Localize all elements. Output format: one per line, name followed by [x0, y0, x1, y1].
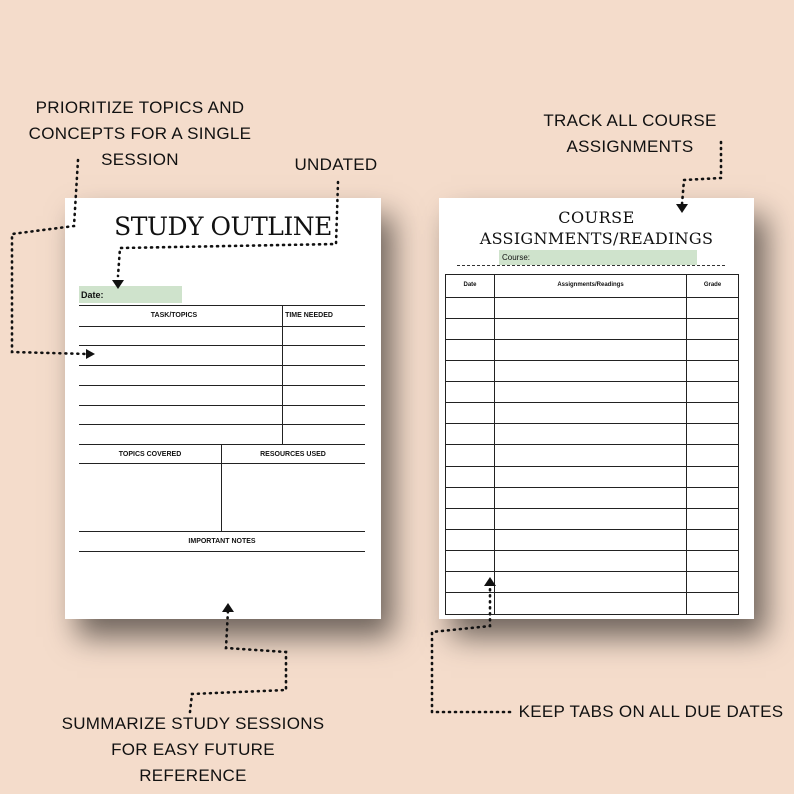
study-outline-page — [65, 198, 381, 619]
assignment-cell[interactable] — [495, 509, 687, 529]
assignment-cell[interactable] — [495, 445, 687, 465]
assignment-cell[interactable] — [495, 340, 687, 360]
table-row[interactable] — [446, 319, 738, 340]
task-row-line — [79, 385, 365, 386]
callout-summarize: SUMMARIZE STUDY SESSIONS FOR EASY FUTURE REFERENCE — [61, 714, 325, 785]
date-cell[interactable] — [446, 593, 495, 614]
column-divider — [221, 444, 222, 531]
grade-cell[interactable] — [687, 403, 738, 423]
table-row[interactable] — [446, 509, 738, 530]
course-field[interactable] — [499, 250, 697, 265]
grade-cell[interactable] — [687, 298, 738, 318]
assignments-table — [445, 274, 739, 615]
grade-cell[interactable] — [687, 467, 738, 487]
assignment-cell[interactable] — [495, 298, 687, 318]
important-notes-header: IMPORTANT NOTES — [188, 538, 256, 545]
assignment-cell[interactable] — [495, 361, 687, 381]
assignment-cell[interactable] — [495, 382, 687, 402]
assignments-column-header: Assignments/Readings — [495, 275, 687, 297]
task-row-line — [79, 365, 365, 366]
date-cell[interactable] — [446, 424, 495, 444]
table-row[interactable] — [446, 445, 738, 466]
callout-undated: UNDATED — [294, 155, 378, 174]
callout-prioritize: PRIORITIZE TOPICS AND CONCEPTS FOR A SINGLE SESSION — [28, 98, 252, 169]
table-row[interactable] — [446, 340, 738, 361]
divider — [79, 444, 365, 445]
date-cell[interactable] — [446, 467, 495, 487]
date-cell[interactable] — [446, 403, 495, 423]
date-cell[interactable] — [446, 530, 495, 550]
grade-cell[interactable] — [687, 572, 738, 592]
grade-cell[interactable] — [687, 319, 738, 339]
course-label: Course: — [502, 253, 531, 262]
table-row[interactable] — [446, 593, 738, 614]
date-cell[interactable] — [446, 382, 495, 402]
assignment-cell[interactable] — [495, 593, 687, 614]
date-cell[interactable] — [446, 319, 495, 339]
date-cell[interactable] — [446, 361, 495, 381]
date-column-header: Date — [446, 275, 495, 297]
grade-cell[interactable] — [687, 530, 738, 550]
table-row[interactable] — [446, 382, 738, 403]
assignment-cell[interactable] — [495, 530, 687, 550]
grade-cell[interactable] — [687, 382, 738, 402]
table-row[interactable] — [446, 403, 738, 424]
arrow-summarize — [190, 610, 286, 712]
topics-covered-header: TOPICS COVERED — [118, 451, 182, 458]
table-row[interactable] — [446, 530, 738, 551]
resources-used-header: RESOURCES USED — [260, 451, 326, 458]
grade-cell[interactable] — [687, 445, 738, 465]
course-title-line2: ASSIGNMENTS/READINGS — [479, 229, 714, 248]
column-divider — [282, 305, 283, 444]
date-cell[interactable] — [446, 572, 495, 592]
course-title-line1: COURSE — [558, 208, 635, 227]
assignment-cell[interactable] — [495, 424, 687, 444]
grade-cell[interactable] — [687, 340, 738, 360]
divider — [79, 463, 365, 464]
divider — [79, 531, 365, 532]
grade-cell[interactable] — [687, 361, 738, 381]
date-cell[interactable] — [446, 445, 495, 465]
task-row-line — [79, 424, 365, 425]
grade-cell[interactable] — [687, 551, 738, 571]
task-topics-header: TASK/TOPICS — [150, 312, 198, 319]
assignment-cell[interactable] — [495, 319, 687, 339]
divider — [79, 326, 365, 327]
table-header-row — [446, 275, 738, 298]
date-cell[interactable] — [446, 340, 495, 360]
grade-cell[interactable] — [687, 509, 738, 529]
date-cell[interactable] — [446, 551, 495, 571]
study-outline-title: STUDY OUTLINE — [114, 212, 332, 241]
grade-cell[interactable] — [687, 593, 738, 614]
grade-cell[interactable] — [687, 488, 738, 508]
callout-keep-tabs: KEEP TABS ON ALL DUE DATES — [518, 702, 784, 721]
assignment-cell[interactable] — [495, 403, 687, 423]
dashed-divider — [457, 265, 725, 266]
task-row-line — [79, 405, 365, 406]
assignment-cell[interactable] — [495, 467, 687, 487]
table-row[interactable] — [446, 572, 738, 593]
task-row-line — [79, 345, 365, 346]
divider — [79, 305, 365, 306]
grade-cell[interactable] — [687, 424, 738, 444]
callout-track: TRACK ALL COURSE ASSIGNMENTS — [543, 111, 717, 156]
time-needed-header: TIME NEEDED — [285, 312, 333, 319]
table-row[interactable] — [446, 361, 738, 382]
grade-column-header: Grade — [703, 282, 722, 288]
table-row[interactable] — [446, 488, 738, 509]
date-cell[interactable] — [446, 488, 495, 508]
date-field[interactable] — [79, 286, 182, 303]
table-row[interactable] — [446, 298, 738, 319]
date-cell[interactable] — [446, 509, 495, 529]
divider — [79, 551, 365, 552]
course-assignments-page — [439, 198, 754, 619]
date-cell[interactable] — [446, 298, 495, 318]
table-body — [446, 298, 738, 614]
assignment-cell[interactable] — [495, 551, 687, 571]
table-row[interactable] — [446, 551, 738, 572]
date-label: Date: — [81, 290, 104, 300]
assignment-cell[interactable] — [495, 572, 687, 592]
table-row[interactable] — [446, 467, 738, 488]
table-row[interactable] — [446, 424, 738, 445]
assignment-cell[interactable] — [495, 488, 687, 508]
